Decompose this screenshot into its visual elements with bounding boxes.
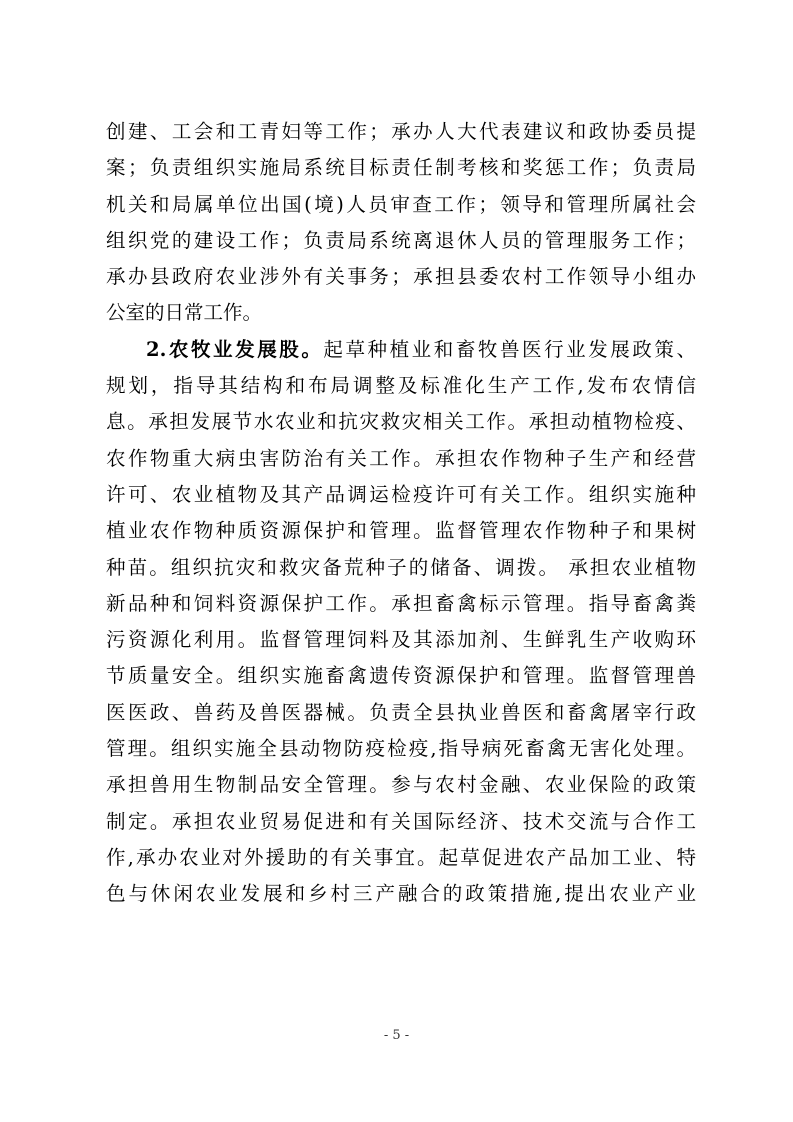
text-line: 许可、农业植物及其产品调运检疫许可有关工作。组织实施种 — [106, 482, 696, 506]
heading-line-text: 起草种植业和畜牧兽医行业发展政策、 — [323, 337, 696, 361]
text-line-first — [106, 332, 696, 368]
text-line: 种苗。组织抗灾和救灾备荒种子的储备、调拨。 承担农业植物 — [106, 555, 696, 579]
text-line: 承办县政府农业涉外有关事务；承担县委农村工作领导小组办 — [106, 265, 696, 289]
text-line: 公室的日常工作。 — [106, 301, 263, 325]
text-line: 规划，指导其结构和布局调整及标准化生产工作,发布农情信 — [106, 374, 696, 398]
text-line: 医医政、兽药及兽医器械。负责全县执业兽医和畜禽屠宰行政 — [106, 700, 696, 724]
text-line: 节质量安全。组织实施畜禽遗传资源保护和管理。监督管理兽 — [106, 664, 696, 688]
text-line: 息。承担发展节水农业和抗灾救灾相关工作。承担动植物检疫、 — [106, 410, 696, 434]
text-line: 机关和局属单位出国(境)人员审查工作；领导和管理所属社会 — [106, 192, 696, 216]
text-line: 案；负责组织实施局系统目标责任制考核和奖惩工作；负责局 — [106, 156, 696, 180]
text-line: 作,承办农业对外援助的有关事宜。起草促进农产品加工业、特 — [106, 845, 696, 869]
text-line: 植业农作物种质资源保护和管理。监督管理农作物种子和果树 — [106, 519, 696, 543]
text-line: 污资源化利用。监督管理饲料及其添加剂、生鲜乳生产收购环 — [106, 628, 696, 652]
page-number: - 5 - — [383, 1028, 410, 1043]
text-line: 管理。组织实施全县动物防疫检疫,指导病死畜禽无害化处理。 — [106, 737, 696, 761]
text-line: 色与休闲农业发展和乡村三产融合的政策措施,提出农业产业 — [106, 882, 696, 906]
text-line: 农作物重大病虫害防治有关工作。承担农作物种子生产和经营 — [106, 446, 696, 470]
paragraph-continued — [106, 114, 696, 332]
text-line: 新品种和饲料资源保护工作。承担畜禽标示管理。指导畜禽粪 — [106, 591, 696, 615]
text-line: 承担兽用生物制品安全管理。参与农村金融、农业保险的政策 — [106, 773, 696, 797]
paragraph-agriculture-animal-husbandry — [106, 332, 696, 913]
text-line: 组织党的建设工作；负责局系统离退休人员的管理服务工作； — [106, 228, 696, 252]
body-text — [106, 114, 696, 913]
text-line: 创建、工会和工青妇等工作；承办人大代表建议和政协委员提 — [106, 120, 696, 143]
section-heading: 2.农牧业发展股。 — [146, 337, 324, 361]
text-line: 制定。承担农业贸易促进和有关国际经济、技术交流与合作工 — [106, 809, 696, 833]
